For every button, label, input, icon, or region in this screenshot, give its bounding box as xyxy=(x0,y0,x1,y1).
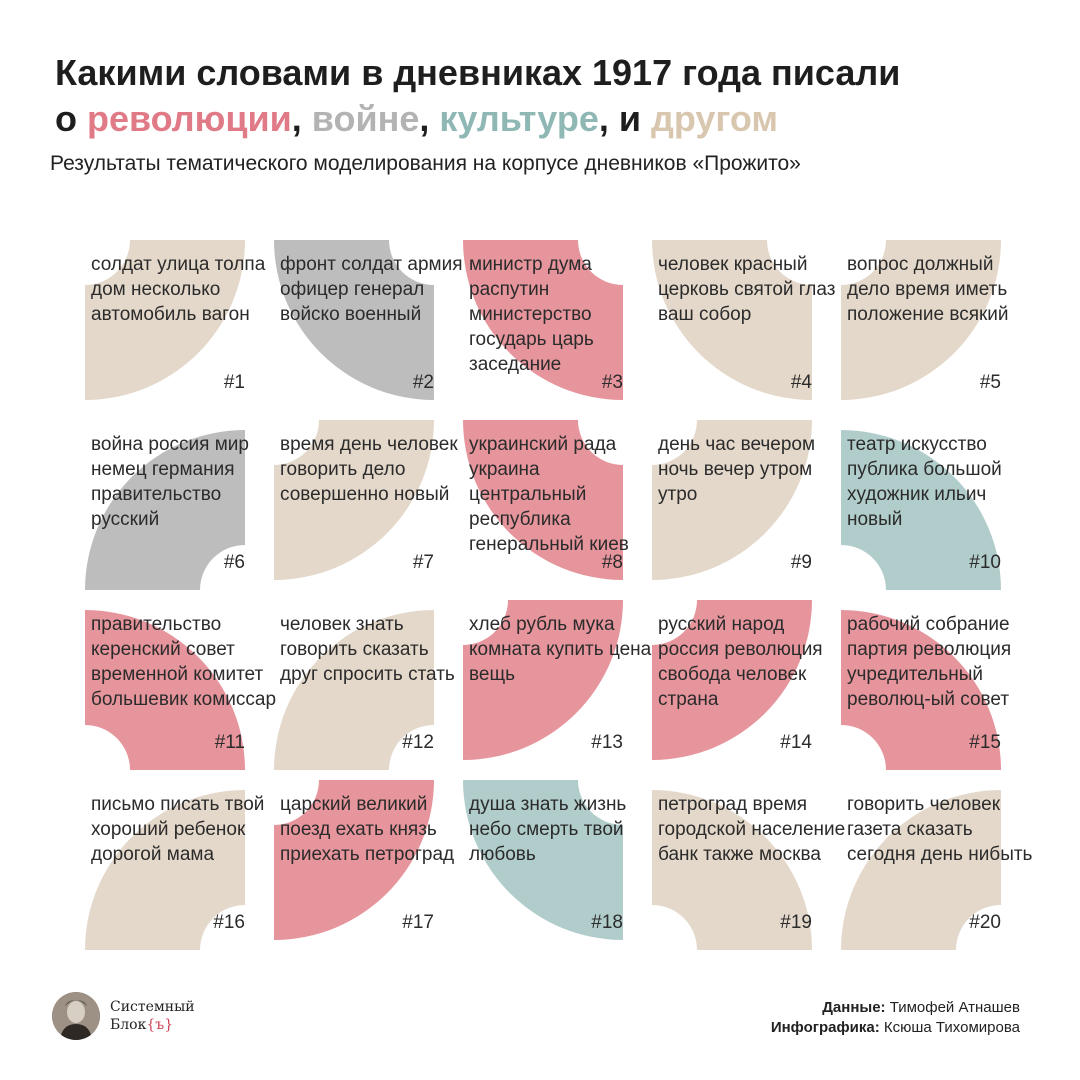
topic-words: вопрос должный дело время иметь положение всякий xyxy=(847,254,1009,325)
title-line-1: Какими словами в дневниках 1917 года писали xyxy=(55,52,901,93)
topic-words: украинский рада украина центральный республика генеральный киев xyxy=(469,434,629,555)
credit-data xyxy=(771,998,1020,1018)
topic-words: театр искусство публика большой художник ильич новый xyxy=(847,434,1002,530)
topic-number: #2 xyxy=(412,372,434,393)
topic-cell xyxy=(85,600,277,770)
topic-words: война россия мир немец германия правительство русский xyxy=(91,434,249,530)
topic-number: #15 xyxy=(969,732,1001,753)
topic-words: человек красный церковь святой глаз ваш собор xyxy=(658,254,836,325)
topic-words: время день человек говорить дело совершенно новый xyxy=(280,434,458,505)
topic-number: #19 xyxy=(780,912,812,933)
topic-number: #10 xyxy=(969,552,1001,573)
topic-cell xyxy=(463,780,627,950)
logo-portrait xyxy=(52,992,100,1040)
title-culture: культуре xyxy=(439,98,599,139)
topic-number: #14 xyxy=(780,732,812,753)
topic-number: #9 xyxy=(790,552,812,573)
topic-words: письмо писать твой хороший ребенок дорогой мама xyxy=(91,794,265,865)
topic-number: #11 xyxy=(214,732,245,753)
title-war: войне xyxy=(311,98,420,139)
logo-text xyxy=(110,998,195,1034)
topic-cell xyxy=(85,780,265,950)
topic-cell xyxy=(274,420,458,590)
logo-line-2-text: Блок xyxy=(110,1017,147,1033)
credit-data-label: Данные: xyxy=(822,999,886,1016)
topic-cell xyxy=(85,420,249,590)
logo-brace: {ъ} xyxy=(146,1017,174,1033)
topic-cell xyxy=(274,780,455,950)
topic-cell xyxy=(841,780,1033,950)
topic-words: день час вечером ночь вечер утром утро xyxy=(658,434,816,505)
logo-line-1: Системный xyxy=(110,999,195,1015)
topic-cell xyxy=(274,240,463,410)
topic-number: #12 xyxy=(402,732,434,753)
topic-words: душа знать жизнь небо смерть твой любовь xyxy=(469,794,627,865)
topic-words: солдат улица толпа дом несколько автомобиль вагон xyxy=(91,254,266,325)
title-revolution: революции xyxy=(87,98,292,139)
topic-number: #5 xyxy=(979,372,1001,393)
topic-words: фронт солдат армия офицер генерал войско военный xyxy=(280,254,463,325)
topic-cell xyxy=(274,600,455,770)
title-sep-1: , xyxy=(291,98,312,139)
title-sep-3: , и xyxy=(598,98,651,139)
topic-cell xyxy=(652,420,816,590)
topic-number: #1 xyxy=(223,372,245,393)
topic-cell xyxy=(463,420,629,590)
topic-number: #16 xyxy=(213,912,245,933)
topic-words: правительство керенский совет временной комитет большевик комиссар xyxy=(91,614,277,710)
topic-cell xyxy=(841,600,1012,770)
credit-infographic-label: Инфографика: xyxy=(770,1019,880,1036)
topic-words: рабочий собрание партия революция учредительный революц-ый совет xyxy=(847,614,1012,710)
topic-words: министр дума распутин министерство государь царь заседание xyxy=(469,254,594,375)
page-title xyxy=(55,50,900,142)
topic-number: #4 xyxy=(790,372,812,393)
title-prefix: о xyxy=(55,98,87,139)
topic-cell xyxy=(85,240,266,410)
topic-cell xyxy=(463,600,652,770)
credit-infographic-value: Ксюша Тихомирова xyxy=(883,1019,1020,1036)
credits xyxy=(771,998,1020,1038)
logo-line-2 xyxy=(110,1016,195,1034)
topic-words: русский народ россия революция свобода человек страна xyxy=(658,614,823,710)
title-other: другом xyxy=(651,98,779,139)
subtitle: Результаты тематического моделирования на корпусе дневников «Прожито» xyxy=(50,152,801,175)
credit-data-value: Тимофей Атнашев xyxy=(889,999,1020,1016)
topic-number: #6 xyxy=(223,552,245,573)
topic-number: #13 xyxy=(591,732,623,753)
topic-number: #20 xyxy=(969,912,1001,933)
title-line-2 xyxy=(55,96,900,142)
topic-number: #18 xyxy=(591,912,623,933)
topic-cell xyxy=(652,600,823,770)
topic-cell xyxy=(652,240,836,410)
topic-number: #17 xyxy=(402,912,434,933)
topic-number: #7 xyxy=(412,552,434,573)
topic-words: хлеб рубль мука комната купить цена вещь xyxy=(469,614,652,685)
topic-cell xyxy=(841,420,1001,590)
topic-grid xyxy=(85,240,1033,955)
topic-words: говорить человек газета сказать сегодня день нибыть xyxy=(847,794,1033,865)
topic-words: петроград время городской население банк также москва xyxy=(658,794,846,865)
topic-cell xyxy=(463,240,623,410)
topic-number: #8 xyxy=(601,552,623,573)
topic-cell xyxy=(652,780,846,950)
credit-infographic xyxy=(771,1018,1020,1038)
title-sep-2: , xyxy=(419,98,440,139)
topic-words: человек знать говорить сказать друг спросить стать xyxy=(280,614,455,685)
topic-words: царский великий поезд ехать князь приехать петроград xyxy=(280,794,455,865)
topic-number: #3 xyxy=(601,372,623,393)
topic-cell xyxy=(841,240,1009,410)
